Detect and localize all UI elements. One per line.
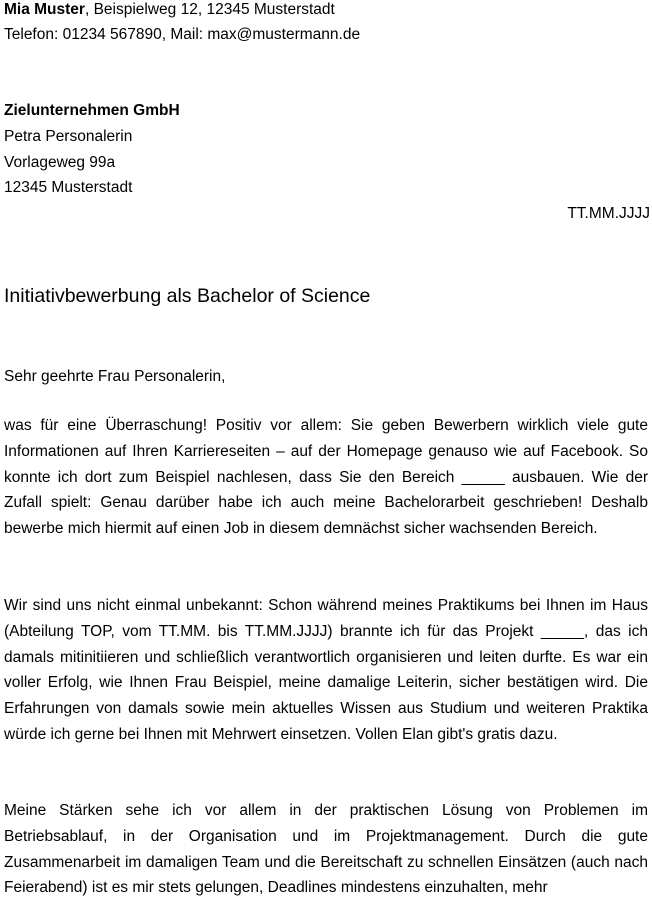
salutation: Sehr geehrte Frau Personalerin,: [4, 368, 226, 385]
recipient-person: Petra Personalerin: [4, 128, 133, 145]
sender-line: [4, 0, 335, 20]
body-paragraph: was für eine Überraschung! Positiv vor allem: Sie geben Bewerbern wirklich viele gute Informationen auf Ihren Karriereseiten – auf der Homepage genauso wie auf Facebook. So konnte ich dort zum Beispiel nachlesen, dass Sie den Bereich _____ ausbauen. Wie der Zufall spielt: Genau darüber habe ich auch meine Bachelorarbeit geschrieben! Deshalb bewerbe mich hiermit auf einen Job in diesem demnächst sicher wachsenden Bereich.: [4, 417, 648, 538]
recipient-city: 12345 Musterstadt: [4, 179, 133, 196]
sender-name: Mia Muster: [4, 1, 85, 18]
recipient-street: Vorlageweg 99a: [4, 154, 116, 171]
recipient-company: Zielunternehmen GmbH: [4, 102, 180, 119]
letter-date: TT.MM.JJJJ: [567, 205, 650, 222]
body-paragraph: Wir sind uns nicht einmal unbekannt: Schon während meines Praktikums bei Ihnen im Haus (Abteilung TOP, vom TT.MM. bis TT.MM.JJJJ) brannte ich für das Projekt _____, das ich damals mitinitiieren und schließlich verantwortlich organisieren und leiten durfte. Es war ein voller Erfolg, wie Ihnen Frau Beispiel, meine damalige Leiterin, sicher bestätigen wird. Die Erfahrungen von damals sowie mein aktuelles Wissen aus Studium und weiteren Praktika würde ich gerne bei Ihnen mit Mehrwert einsetzen. Vollen Elan gibt's gratis dazu.: [4, 597, 648, 743]
sender-contact: Telefon: 01234 567890, Mail: max@mustermann.de: [4, 26, 361, 43]
letter-subject: Initiativbewerbung als Bachelor of Science: [4, 285, 371, 307]
body-paragraph: Meine Stärken sehe ich vor allem in der praktischen Lösung von Problemen im Betriebsablauf, in der Organisation und im Projektmanagement. Durch die gute Zusammenarbeit im damaligen Team und die Bereitschaft zu schnellen Einsätzen (auch nach Feierabend) ist es mir stets gelungen, Deadlines mindestens einzuhalten, mehr: [4, 802, 648, 897]
sender-address: , Beispielweg 12, 12345 Musterstadt: [84, 1, 335, 18]
